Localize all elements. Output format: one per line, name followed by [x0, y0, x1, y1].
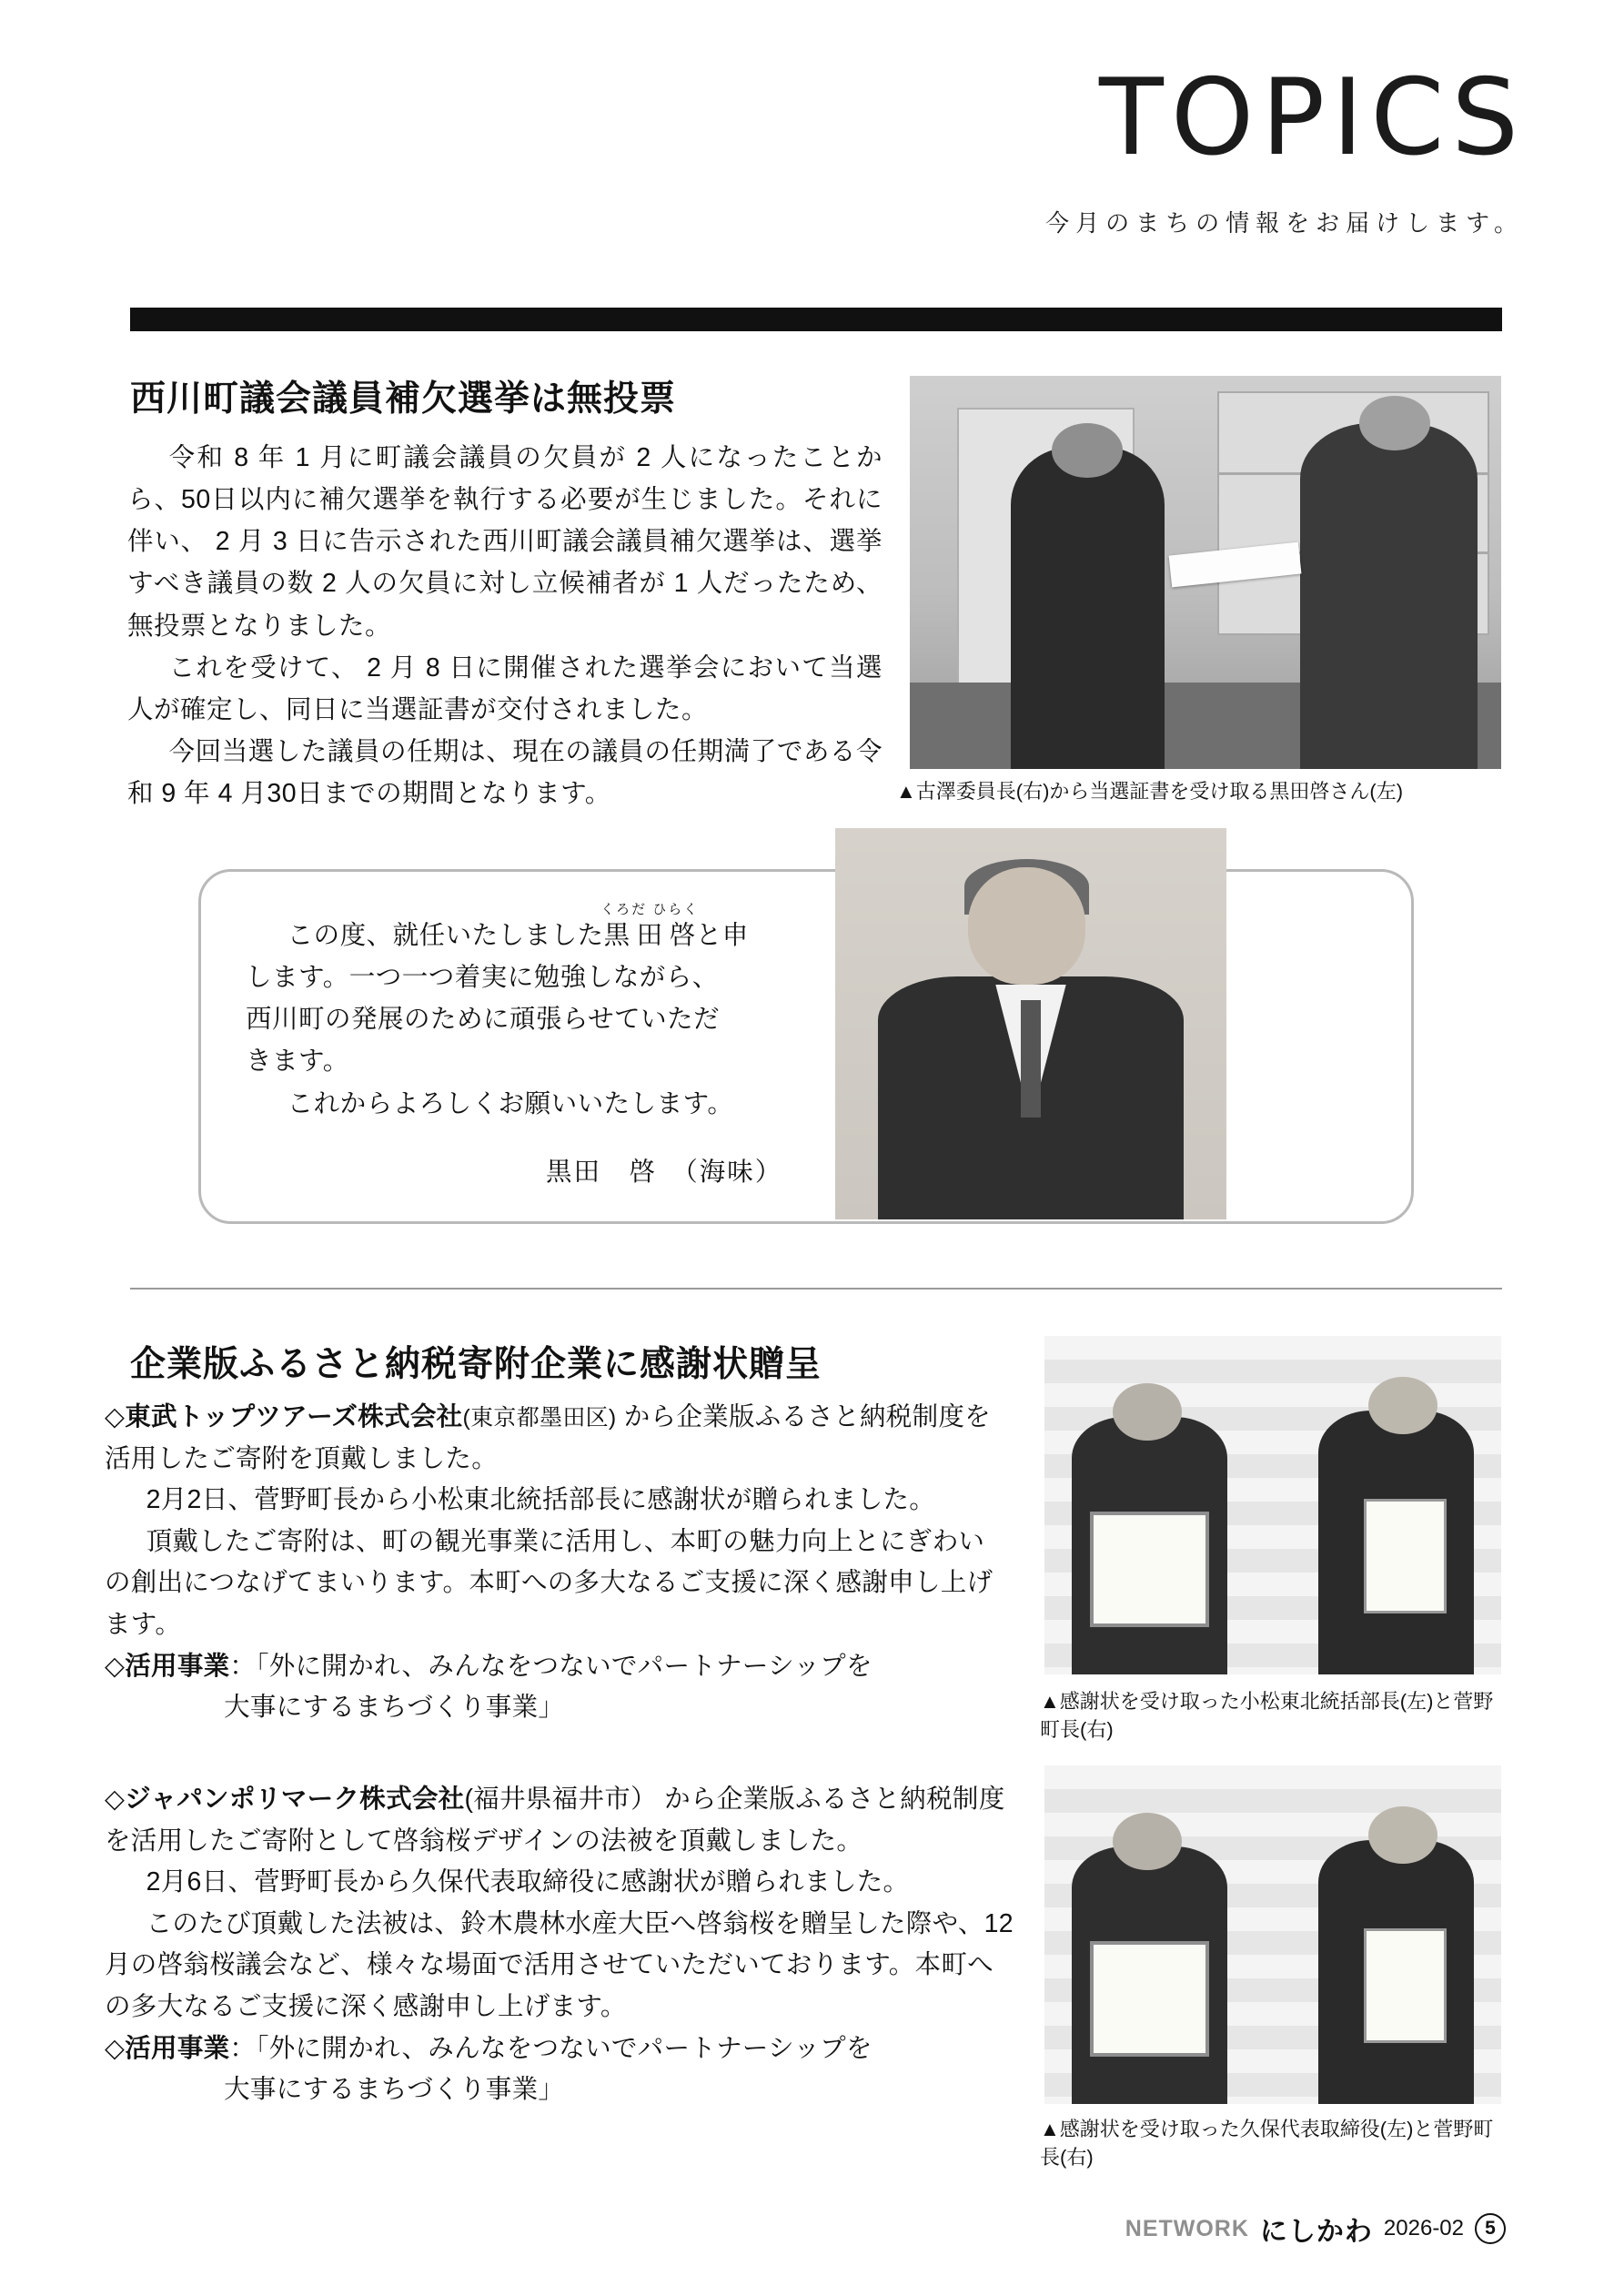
- section1-body: [127, 437, 883, 814]
- quote-line-2: します。一つ一つ着実に勉強しながら、: [246, 963, 719, 993]
- quote-line-4: きます。: [246, 1047, 349, 1077]
- section2-heading: 企業版ふるさと納税寄附企業に感謝状贈呈: [130, 1345, 822, 1384]
- photo-caption-tobu: ▲感謝状を受け取った小松東北統括部長(左)と菅野町長(右): [1040, 1690, 1494, 1741]
- photo-japan-polymark-award: [1044, 1765, 1501, 2104]
- quote-line-1: この度、就任いたしました黒田啓くろだ ひらくと申: [287, 902, 749, 950]
- quote-signature: 黒田 啓 （海味）: [546, 1158, 783, 1187]
- footer-network-label: NETWORK: [1125, 2215, 1249, 2241]
- block2-project: ◇活用事業：「外に開かれ、みんなをつないでパートナーシップを 大事にするまちづくり事業」: [105, 2033, 873, 2105]
- photo-certificate-award: [910, 376, 1501, 769]
- block2-paragraph-3: このたび頂戴した法被は、鈴木農林水産大臣へ啓翁桜を贈呈した際や、12月の啓翁桜議会など、様々な場面で活用させていただいております。本町への多大なるご支援に深く感謝申し上げます。: [105, 1908, 1014, 2021]
- page-title: TOPICS: [1099, 56, 1526, 179]
- block1-paragraph-3: 頂戴したご寄附は、町の観光事業に活用し、本町の魅力向上とにぎわいの創出につなげてまいります。本町への多大なるご支援に深く感謝申し上げます。: [105, 1526, 994, 1639]
- block1-paragraph-2: 2月2日、菅野町長から小松東北統括部長に感謝状が贈られました。: [146, 1485, 936, 1515]
- section1-paragraph: これを受けて、 2 月 8 日に開催された選挙会において当選人が確定し、同日に当選証書が交付されました。: [127, 652, 883, 724]
- block2-lead: ◇ジャパンポリマーク株式会社(福井県福井市） から企業版ふるさと納税制度を活用したご寄附として啓翁桜デザインの法被を頂戴しました。: [105, 1785, 1005, 1856]
- header-divider-bar: [130, 308, 1502, 331]
- section1-paragraph: 今回当選した議員の任期は、現在の議員の任期満了である令和 9 年 4 月30日までの期間となります。: [127, 737, 883, 809]
- section1-paragraph: 令和 8 年 1 月に町議会議員の欠員が 2 人になったことから、50日以内に補欠選挙を執行する必要が生じました。それに伴い、 2 月 3 日に告示された西川町議会議員補欠選挙は、選挙すべき議員の数 2 人の欠員に対し立候補者が 1 人だったため、無投票となりました。: [127, 443, 883, 641]
- footer-issue-date: 2026-02: [1383, 2216, 1464, 2240]
- page-footer: [1125, 2209, 1506, 2249]
- photo-tobu-topstours-award: [1044, 1336, 1501, 1674]
- section-divider-rule: [130, 1288, 1502, 1290]
- photo-caption-polymark: ▲感謝状を受け取った久保代表取締役(左)と菅野町長(右): [1040, 2118, 1494, 2169]
- section1-heading: 西川町議会議員補欠選挙は無投票: [130, 379, 677, 419]
- block1-lead: ◇東武トップツアーズ株式会社(東京都墨田区) から企業版ふるさと納税制度を活用したご寄附を頂戴しました。: [105, 1402, 991, 1473]
- photo-portrait-kuroda: [835, 828, 1226, 1219]
- quote-text: [246, 902, 828, 1125]
- footer-page-number: 5: [1475, 2213, 1506, 2244]
- page-subtitle: 今月のまちの情報をお届けします。: [1045, 209, 1524, 237]
- photo-caption-certificate: ▲古澤委員長(右)から当選証書を受け取る黒田啓さん(左): [896, 780, 1404, 803]
- block2-paragraph-2: 2月6日、菅野町長から久保代表取締役に感謝状が贈られました。: [146, 1867, 910, 1897]
- quote-line-5: これからよろしくお願いいたします。: [287, 1088, 734, 1118]
- section2-block1-body: [105, 1397, 1010, 1729]
- section2-block2-body: [105, 1779, 1014, 2111]
- footer-publication-name: にしかわ: [1259, 2217, 1373, 2247]
- quote-line-3: 西川町の発展のために頑張らせていただ: [246, 1005, 721, 1035]
- block1-project: ◇活用事業：「外に開かれ、みんなをつないでパートナーシップを 大事にするまちづくり事業」: [105, 1651, 873, 1723]
